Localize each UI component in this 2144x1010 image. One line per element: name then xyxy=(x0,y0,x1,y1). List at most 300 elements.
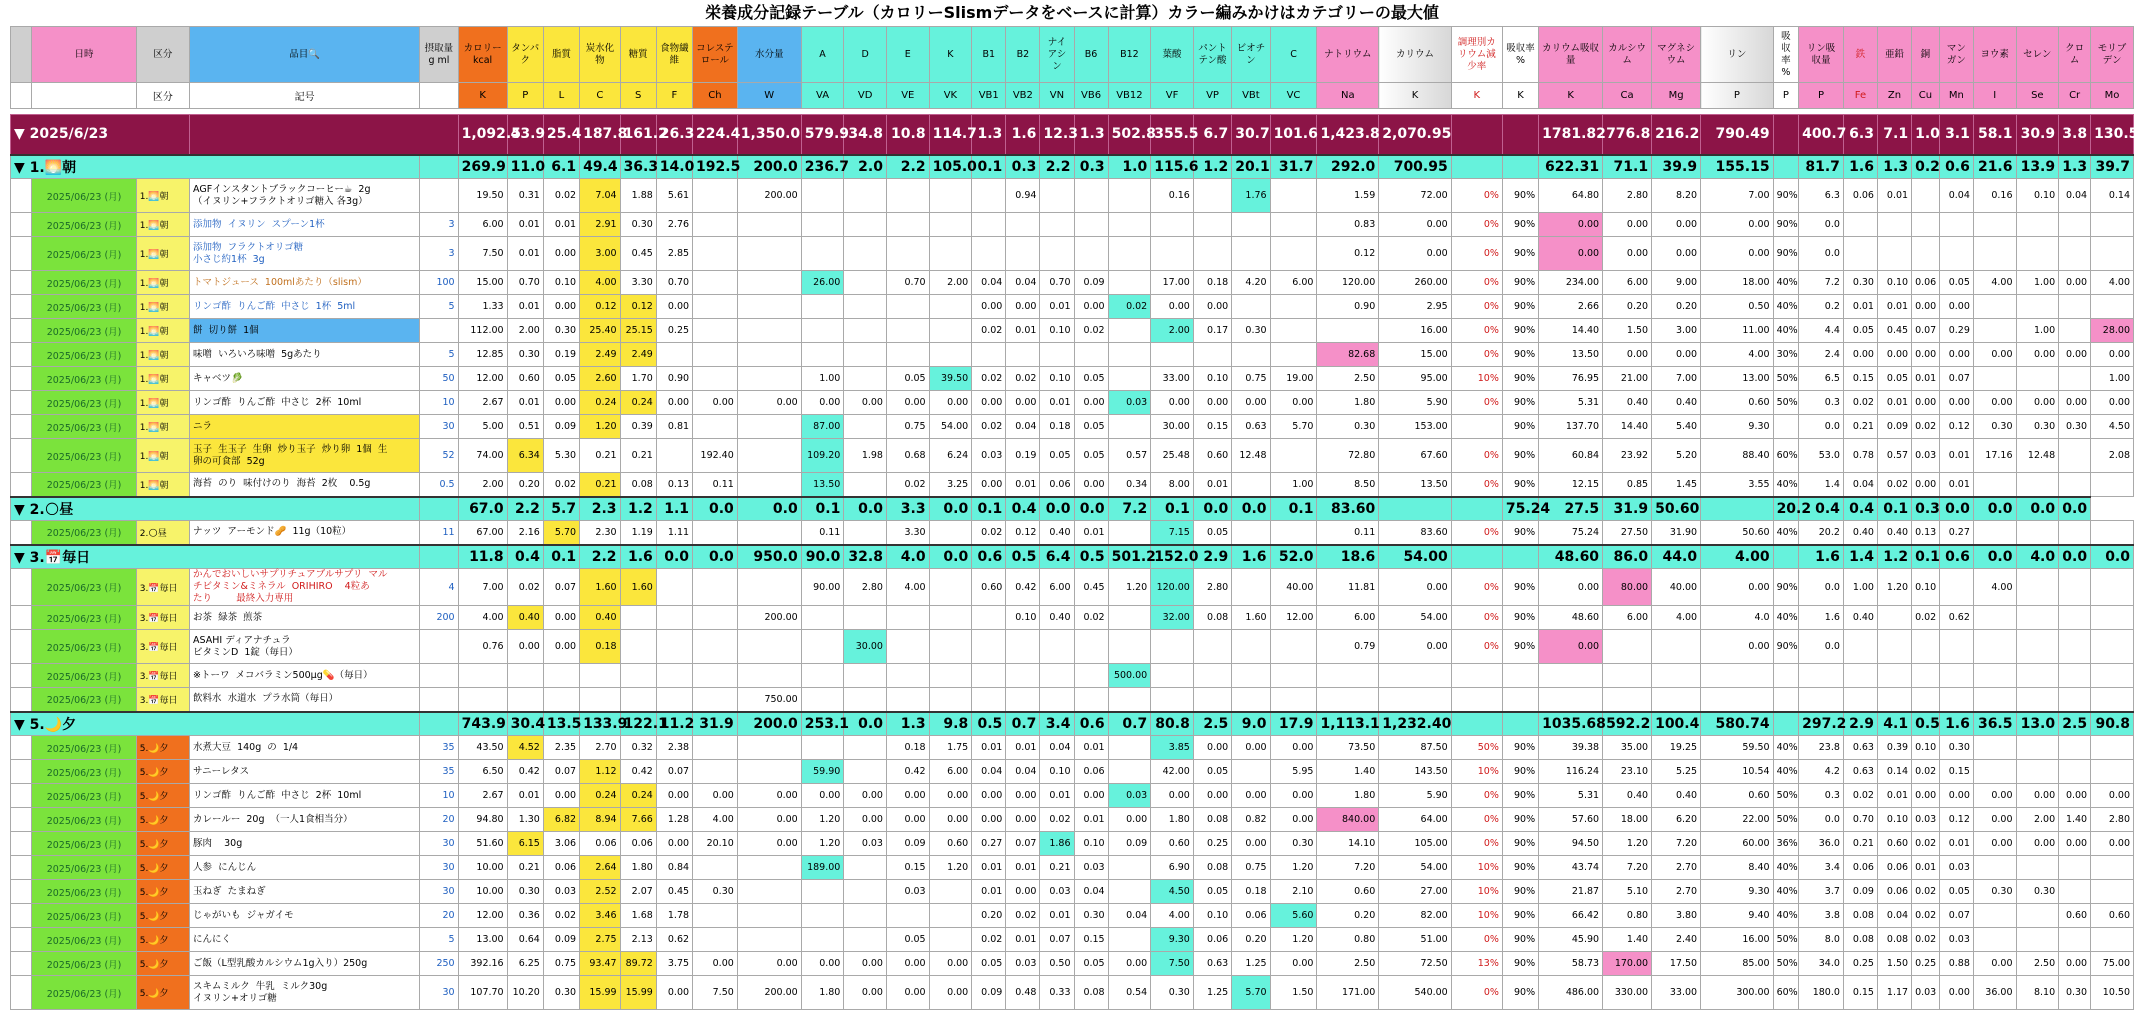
food-name[interactable]: リンゴ酢 りんご酢 中さじ 2杯 10ml xyxy=(190,391,420,415)
nutrient-cell: 0.09 xyxy=(1843,880,1877,904)
nutrient-cell: 0.60 xyxy=(929,832,972,856)
nutrient-cell: 0.14 xyxy=(1877,760,1911,784)
nutrient-cell xyxy=(1040,664,1074,688)
nutrient-cell: 0% xyxy=(1451,473,1502,497)
amount-cell[interactable]: 30 xyxy=(420,832,458,856)
food-name[interactable]: リンゴ酢 りんご酢 中さじ 1杯 5ml xyxy=(190,295,420,319)
food-row[interactable] xyxy=(11,439,2134,473)
category-cell[interactable]: 5.🌙夕 xyxy=(136,784,189,808)
amount-cell[interactable]: 50 xyxy=(420,367,458,391)
amount-cell[interactable]: 10 xyxy=(420,391,458,415)
nutrient-cell: 0.00 xyxy=(1193,391,1231,415)
food-name[interactable]: 豚肉 30g xyxy=(190,832,420,856)
date-cell[interactable]: 2025/06/23 (月) xyxy=(32,606,136,630)
nutrient-cell xyxy=(1193,630,1231,664)
category-cell[interactable]: 3.📅毎日 xyxy=(136,569,189,606)
header-code-cell: VE xyxy=(886,83,929,109)
nutrient-cell: 0.00 xyxy=(1074,784,1108,808)
nutrient-cell: 0.00 xyxy=(693,952,738,976)
amount-cell[interactable]: 4 xyxy=(420,569,458,606)
group-sum-value: 115.6 xyxy=(1151,155,1194,179)
category-cell[interactable]: 1.🌅朝 xyxy=(136,439,189,473)
amount-cell[interactable] xyxy=(420,179,458,213)
group-sum-value: 4.0 xyxy=(2016,545,2059,569)
nutrient-cell xyxy=(1232,630,1270,664)
date-cell[interactable]: 2025/06/23 (月) xyxy=(32,415,136,439)
header-code-cell: K xyxy=(458,83,507,109)
category-cell[interactable]: 3.📅毎日 xyxy=(136,630,189,664)
nutrient-cell: 0.03 xyxy=(1108,391,1151,415)
nutrient-cell: 0.01 xyxy=(1074,808,1108,832)
header-code-cell: Na xyxy=(1317,83,1379,109)
nutrient-cell: 0.20 xyxy=(1232,928,1270,952)
amount-cell[interactable] xyxy=(420,664,458,688)
amount-cell[interactable]: 3 xyxy=(420,237,458,271)
amount-cell[interactable]: 20 xyxy=(420,808,458,832)
amount-cell[interactable]: 20 xyxy=(420,904,458,928)
food-row[interactable] xyxy=(11,880,2134,904)
group-label[interactable]: ▼ 1.🌅朝 xyxy=(11,155,420,179)
nutrient-cell: 0.00 xyxy=(1270,736,1317,760)
nutrient-cell xyxy=(1108,367,1151,391)
amount-cell[interactable]: 200 xyxy=(420,606,458,630)
food-name[interactable]: キャベツ🥬 xyxy=(190,367,420,391)
nutrient-cell xyxy=(1451,415,1502,439)
group-sum-value: 1.4 xyxy=(1843,545,1877,569)
nutrient-cell: 0.02 xyxy=(1074,319,1108,343)
amount-cell[interactable]: 30 xyxy=(420,415,458,439)
nutrient-cell: 0.06 xyxy=(543,856,579,880)
nutrient-cell: 4.52 xyxy=(507,736,543,760)
date-cell[interactable]: 2025/06/23 (月) xyxy=(32,856,136,880)
nutrient-cell: 0.00 xyxy=(972,391,1006,415)
row-marker xyxy=(11,367,32,391)
food-name[interactable]: サニーレタス xyxy=(190,760,420,784)
amount-cell[interactable] xyxy=(420,319,458,343)
amount-cell[interactable]: 5 xyxy=(420,928,458,952)
nutrient-cell: 0.10 xyxy=(1912,569,1940,606)
nutrient-cell: 0.04 xyxy=(972,271,1006,295)
food-row[interactable] xyxy=(11,760,2134,784)
category-cell[interactable]: 1.🌅朝 xyxy=(136,213,189,237)
food-name[interactable]: 飲料水 水道水 プラ水筒（毎日） xyxy=(190,688,420,712)
nutrient-cell xyxy=(844,319,887,343)
nutrient-cell xyxy=(2091,688,2134,712)
amount-cell[interactable]: 30 xyxy=(420,856,458,880)
nutrient-cell: 0.06 xyxy=(1232,904,1270,928)
nutrient-cell xyxy=(801,606,844,630)
group-sum-value: 11.8 xyxy=(458,545,507,569)
date-cell[interactable]: 2025/06/23 (月) xyxy=(32,952,136,976)
nutrient-cell: 0.31 xyxy=(507,179,543,213)
nutrient-cell: 4.00 xyxy=(1151,904,1194,928)
date-cell[interactable]: 2025/06/23 (月) xyxy=(32,808,136,832)
food-name[interactable]: ナッツ アーモンド🥜 11g（10粒） xyxy=(190,521,420,545)
date-cell[interactable]: 2025/06/23 (月) xyxy=(32,760,136,784)
food-row[interactable] xyxy=(11,521,2134,545)
nutrient-cell: 0.45 xyxy=(1877,319,1911,343)
date-cell[interactable]: 2025/06/23 (月) xyxy=(32,688,136,712)
nutrient-cell: 60.84 xyxy=(1539,439,1603,473)
food-row[interactable] xyxy=(11,569,2134,606)
row-marker xyxy=(11,343,32,367)
date-cell[interactable]: 2025/06/23 (月) xyxy=(32,319,136,343)
food-name[interactable]: かんでおいしいサプリチュアブルサプリ マル チビタミン&ミネラル ORIHIRO 4粒あ たり 最終入力専用 xyxy=(190,569,420,606)
group-subtotal-row[interactable] xyxy=(11,497,2134,521)
group-subtotal-row[interactable] xyxy=(11,545,2134,569)
nutrient-cell: 0.02 xyxy=(972,521,1006,545)
food-name[interactable]: にんにく xyxy=(190,928,420,952)
date-cell[interactable]: 2025/06/23 (月) xyxy=(32,179,136,213)
date-cell[interactable]: 2025/06/23 (月) xyxy=(32,832,136,856)
nutrient-cell: 0.27 xyxy=(1939,521,1973,545)
nutrient-cell: 6.50 xyxy=(458,760,507,784)
header-cell: ナイアシン xyxy=(1040,27,1074,83)
amount-cell[interactable]: 100 xyxy=(420,271,458,295)
category-cell[interactable]: 3.📅毎日 xyxy=(136,606,189,630)
nutrient-cell: 0.60 xyxy=(2091,904,2134,928)
header-cell: マグネシウム xyxy=(1652,27,1701,83)
nutrient-cell: 180.0 xyxy=(1799,976,1844,1010)
food-name[interactable]: AGFインスタントブラックコーヒー☕ 2g （イヌリン+フラクトオリゴ糖入 各3g） xyxy=(190,179,420,213)
food-name[interactable]: 餅 切り餅 1個 xyxy=(190,319,420,343)
amount-cell[interactable]: 3 xyxy=(420,213,458,237)
category-cell[interactable]: 5.🌙夕 xyxy=(136,928,189,952)
nutrient-cell: 4.50 xyxy=(1151,880,1194,904)
total-value: 101.6 xyxy=(1270,115,1317,155)
nutrient-cell: 0.00 xyxy=(1701,630,1773,664)
amount-cell[interactable]: 35 xyxy=(420,736,458,760)
amount-cell[interactable]: 52 xyxy=(420,439,458,473)
category-cell[interactable]: 5.🌙夕 xyxy=(136,736,189,760)
nutrient-cell xyxy=(1912,664,1940,688)
food-name[interactable]: 添加物 イヌリン スプーン1杯 xyxy=(190,213,420,237)
nutrient-cell: 2.00 xyxy=(458,473,507,497)
food-row[interactable] xyxy=(11,391,2134,415)
food-row[interactable] xyxy=(11,664,2134,688)
category-cell[interactable]: 5.🌙夕 xyxy=(136,832,189,856)
date-cell[interactable]: 2025/06/23 (月) xyxy=(32,521,136,545)
nutrient-cell xyxy=(1108,880,1151,904)
date-cell[interactable]: 2025/06/23 (月) xyxy=(32,439,136,473)
nutrient-cell xyxy=(2059,521,2091,545)
food-name[interactable]: 味噌 いろいろ味噌 5gあたり xyxy=(190,343,420,367)
nutrient-cell: 85.00 xyxy=(1701,952,1773,976)
amount-cell[interactable]: 11 xyxy=(420,521,458,545)
nutrient-cell: 90% xyxy=(1773,569,1799,606)
food-name[interactable]: 海苔 のり 味付けのり 海苔 2枚 0.5g xyxy=(190,473,420,497)
date-cell[interactable]: 2025/06/23 (月) xyxy=(32,367,136,391)
nutrient-cell: 0.00 xyxy=(2091,391,2134,415)
amount-cell[interactable]: 5 xyxy=(420,343,458,367)
date-cell[interactable]: 2025/06/23 (月) xyxy=(32,928,136,952)
date-cell[interactable]: 2025/06/23 (月) xyxy=(32,295,136,319)
nutrient-cell: 7.50 xyxy=(1151,952,1194,976)
nutrient-cell: 0.02 xyxy=(1074,606,1108,630)
food-row[interactable] xyxy=(11,271,2134,295)
nutrient-cell xyxy=(1877,213,1911,237)
food-row[interactable] xyxy=(11,237,2134,271)
amount-cell[interactable]: 5 xyxy=(420,295,458,319)
nutrient-cell xyxy=(929,904,972,928)
nutrient-cell: 50% xyxy=(1773,808,1799,832)
amount-cell[interactable]: 30 xyxy=(420,976,458,1010)
category-cell[interactable]: 1.🌅朝 xyxy=(136,391,189,415)
category-cell[interactable]: 3.📅毎日 xyxy=(136,664,189,688)
category-cell[interactable]: 1.🌅朝 xyxy=(136,415,189,439)
nutrient-cell: 0.00 xyxy=(1232,832,1270,856)
nutrient-cell: 0.01 xyxy=(1006,928,1040,952)
nutrient-cell: 1.00 xyxy=(2016,319,2059,343)
category-cell[interactable]: 1.🌅朝 xyxy=(136,179,189,213)
header-code-cell xyxy=(11,83,32,109)
nutrient-cell: 0.00 xyxy=(656,976,692,1010)
nutrient-cell xyxy=(693,630,738,664)
nutrient-cell: 0% xyxy=(1451,439,1502,473)
date-cell[interactable]: 2025/06/23 (月) xyxy=(32,213,136,237)
date-cell[interactable]: 2025/06/23 (月) xyxy=(32,736,136,760)
nutrient-cell: 0.00 xyxy=(1603,237,1652,271)
category-cell[interactable]: 1.🌅朝 xyxy=(136,295,189,319)
food-name[interactable]: ご飯（L型乳酸カルシウム1g入り）250g xyxy=(190,952,420,976)
nutrient-cell: 43.74 xyxy=(1539,856,1603,880)
nutrient-cell: 5.90 xyxy=(1379,784,1451,808)
amount-cell[interactable]: 30 xyxy=(420,880,458,904)
food-row[interactable] xyxy=(11,606,2134,630)
category-cell[interactable]: 5.🌙夕 xyxy=(136,880,189,904)
nutrient-cell: 7.00 xyxy=(458,569,507,606)
nutrient-cell: 2.00 xyxy=(1151,319,1194,343)
nutrient-cell xyxy=(1108,343,1151,367)
nutrient-cell: 0.90 xyxy=(1317,295,1379,319)
nutrient-cell: 0.00 xyxy=(844,808,887,832)
category-cell[interactable]: 5.🌙夕 xyxy=(136,808,189,832)
date-cell[interactable]: 2025/06/23 (月) xyxy=(32,237,136,271)
nutrient-cell: 0.21 xyxy=(1040,856,1074,880)
nutrient-cell: 5.70 xyxy=(1232,976,1270,1010)
nutrient-cell: 0.40 xyxy=(1603,784,1652,808)
date-total-row[interactable] xyxy=(11,115,2134,155)
row-marker xyxy=(11,928,32,952)
nutrient-cell xyxy=(1232,521,1270,545)
food-name[interactable]: ※トーワ メコバラミン500μg💊（毎日） xyxy=(190,664,420,688)
nutrient-cell xyxy=(543,688,579,712)
nutrient-cell: 0.00 xyxy=(1232,736,1270,760)
group-sum-value: 0.6 xyxy=(1939,545,1973,569)
group-subtotal-row[interactable] xyxy=(11,155,2134,179)
food-row[interactable] xyxy=(11,343,2134,367)
nutrient-cell: 4.00 xyxy=(1973,569,2016,606)
nutrient-cell xyxy=(972,688,1006,712)
nutrient-cell: 7.00 xyxy=(1701,179,1773,213)
date-cell[interactable]: 2025/06/23 (月) xyxy=(32,343,136,367)
date-cell[interactable]: 2025/06/23 (月) xyxy=(32,630,136,664)
group-subtotal-row[interactable] xyxy=(11,712,2134,736)
food-row[interactable] xyxy=(11,630,2134,664)
nutrient-cell: 0.60 xyxy=(1151,832,1194,856)
nutrient-cell: 0.79 xyxy=(1317,630,1379,664)
amount-cell[interactable]: 10 xyxy=(420,784,458,808)
food-row[interactable] xyxy=(11,179,2134,213)
food-name[interactable]: お茶 緑茶 煎茶 xyxy=(190,606,420,630)
food-row[interactable] xyxy=(11,928,2134,952)
nutrient-cell: 0.00 xyxy=(2059,391,2091,415)
food-name[interactable]: トマトジュース 100mlあたり（slism） xyxy=(190,271,420,295)
food-row[interactable] xyxy=(11,856,2134,880)
amount-cell[interactable] xyxy=(420,688,458,712)
nutrient-cell: 13.00 xyxy=(458,928,507,952)
nutrient-cell xyxy=(693,295,738,319)
category-cell[interactable]: 1.🌅朝 xyxy=(136,343,189,367)
food-name[interactable]: 添加物 フラクトオリゴ糖 小さじ約1杯 3g xyxy=(190,237,420,271)
food-row[interactable] xyxy=(11,688,2134,712)
food-name[interactable]: じゃがいも ジャガイモ xyxy=(190,904,420,928)
header-code-cell: VA xyxy=(801,83,844,109)
group-sum-value: 20.1 xyxy=(1232,155,1270,179)
header-code-cell: P xyxy=(507,83,543,109)
nutrient-cell: 0.01 xyxy=(1843,295,1877,319)
date-cell[interactable]: 2025/06/23 (月) xyxy=(32,904,136,928)
date-cell[interactable]: 2025/06/23 (月) xyxy=(32,569,136,606)
group-sum-value: 0.1 xyxy=(543,545,579,569)
date-cell[interactable]: 2025/06/23 (月) xyxy=(32,473,136,497)
total-value: 1.0 xyxy=(1912,115,1940,155)
header-code-cell: Cr xyxy=(2059,83,2091,109)
nutrient-cell: 8.40 xyxy=(1701,856,1773,880)
category-cell[interactable]: 2.🌕昼 xyxy=(136,521,189,545)
food-row[interactable] xyxy=(11,904,2134,928)
category-cell[interactable]: 5.🌙夕 xyxy=(136,904,189,928)
date-cell[interactable]: 2025/06/23 (月) xyxy=(32,391,136,415)
header-code-cell: 区分 xyxy=(136,83,189,109)
nutrient-cell xyxy=(2059,736,2091,760)
nutrient-cell: 0.21 xyxy=(580,473,620,497)
food-row[interactable] xyxy=(11,213,2134,237)
category-cell[interactable]: 1.🌅朝 xyxy=(136,367,189,391)
nutrient-cell: 0.10 xyxy=(1006,606,1040,630)
nutrient-cell xyxy=(1270,343,1317,367)
amount-cell[interactable]: 35 xyxy=(420,760,458,784)
nutrient-cell xyxy=(1973,295,2016,319)
nutrient-cell: 0.60 xyxy=(1701,784,1773,808)
nutrient-cell xyxy=(2091,473,2134,497)
group-sum-value xyxy=(420,497,458,521)
group-label[interactable]: ▼ 3.📅毎日 xyxy=(11,545,420,569)
row-marker xyxy=(11,808,32,832)
nutrient-cell: 2.70 xyxy=(580,736,620,760)
nutrient-cell: 0.04 xyxy=(1074,880,1108,904)
date-cell[interactable]: 2025/06/23 (月) xyxy=(32,664,136,688)
nutrient-cell: 0.00 xyxy=(1006,295,1040,319)
food-row[interactable] xyxy=(11,832,2134,856)
nutrient-cell: 0.16 xyxy=(1151,179,1194,213)
nutrient-cell: 3.00 xyxy=(580,237,620,271)
nutrient-cell: 0.06 xyxy=(1843,179,1877,213)
header-cell: 品目🔍 xyxy=(190,27,420,83)
food-row[interactable] xyxy=(11,976,2134,1010)
nutrient-cell: 143.50 xyxy=(1379,760,1451,784)
date-cell[interactable]: 2025/06/23 (月) xyxy=(32,976,136,1010)
nutrient-cell xyxy=(972,213,1006,237)
category-cell[interactable]: 1.🌅朝 xyxy=(136,237,189,271)
group-sum-value: 200.0 xyxy=(737,155,801,179)
food-name[interactable]: 玉ねぎ たまねぎ xyxy=(190,880,420,904)
amount-cell[interactable]: 0.5 xyxy=(420,473,458,497)
date-cell[interactable]: 2025/06/23 (月) xyxy=(32,271,136,295)
group-label[interactable]: ▼ 5.🌙夕 xyxy=(11,712,420,736)
food-name[interactable]: ニラ xyxy=(190,415,420,439)
date-cell[interactable]: 2025/06/23 (月) xyxy=(32,784,136,808)
food-name[interactable]: スキムミルク 牛乳 ミルク30g イヌリン+オリゴ糖 xyxy=(190,976,420,1010)
nutrient-cell: 1.11 xyxy=(656,521,692,545)
food-name[interactable]: カレールー 20g （一人1食相当分） xyxy=(190,808,420,832)
row-marker xyxy=(11,237,32,271)
nutrient-cell xyxy=(801,664,844,688)
food-name[interactable]: 水煮大豆 140g の 1/4 xyxy=(190,736,420,760)
nutrient-cell: 23.92 xyxy=(1603,439,1652,473)
nutrient-cell: 5.60 xyxy=(1270,904,1317,928)
total-blank xyxy=(190,115,459,155)
nutrient-cell: 540.00 xyxy=(1379,976,1451,1010)
nutrient-cell xyxy=(1270,630,1317,664)
date-cell[interactable]: 2025/06/23 (月) xyxy=(32,880,136,904)
nutrient-cell: 0% xyxy=(1451,976,1502,1010)
food-row[interactable] xyxy=(11,952,2134,976)
nutrient-cell: 30% xyxy=(1773,343,1799,367)
food-row[interactable] xyxy=(11,367,2134,391)
header-code-cell: VD xyxy=(844,83,887,109)
food-name[interactable]: ASAHI ディアナチュラ ビタミンD 1錠（毎日） xyxy=(190,630,420,664)
category-cell[interactable]: 5.🌙夕 xyxy=(136,856,189,880)
nutrient-cell: 0.02 xyxy=(1040,808,1074,832)
food-row[interactable] xyxy=(11,295,2134,319)
amount-cell[interactable]: 250 xyxy=(420,952,458,976)
food-row[interactable] xyxy=(11,415,2134,439)
category-cell[interactable]: 3.📅毎日 xyxy=(136,688,189,712)
food-row[interactable] xyxy=(11,784,2134,808)
food-row[interactable] xyxy=(11,808,2134,832)
nutrient-cell: 0.00 xyxy=(1193,784,1231,808)
row-marker xyxy=(11,952,32,976)
food-name[interactable]: リンゴ酢 りんご酢 中さじ 2杯 10ml xyxy=(190,784,420,808)
nutrient-cell: 1.70 xyxy=(620,367,656,391)
food-name[interactable]: 玉子 生玉子 生卵 炒り玉子 炒り卵 1個 生 卵の可食部 52g xyxy=(190,439,420,473)
nutrient-cell xyxy=(656,630,692,664)
amount-cell[interactable] xyxy=(420,630,458,664)
food-name[interactable]: 人参 にんじん xyxy=(190,856,420,880)
nutrient-cell: 0.03 xyxy=(1006,952,1040,976)
nutrient-cell: 0.10 xyxy=(1074,832,1108,856)
category-cell[interactable]: 1.🌅朝 xyxy=(136,473,189,497)
nutrient-cell xyxy=(2091,736,2134,760)
nutrient-cell: 0.00 xyxy=(1939,784,1973,808)
food-row[interactable] xyxy=(11,736,2134,760)
food-row[interactable] xyxy=(11,473,2134,497)
nutrient-cell xyxy=(2059,928,2091,952)
food-row[interactable] xyxy=(11,319,2134,343)
nutrient-cell: 0.39 xyxy=(620,415,656,439)
category-cell[interactable]: 5.🌙夕 xyxy=(136,952,189,976)
category-cell[interactable]: 5.🌙夕 xyxy=(136,976,189,1010)
total-label[interactable]: ▼ 2025/6/23 xyxy=(11,115,190,155)
category-cell[interactable]: 5.🌙夕 xyxy=(136,760,189,784)
nutrient-cell: 0.09 xyxy=(1108,832,1151,856)
nutrient-cell: 0% xyxy=(1451,271,1502,295)
category-cell[interactable]: 1.🌅朝 xyxy=(136,319,189,343)
group-label[interactable]: ▼ 2.🌕昼 xyxy=(11,497,420,521)
category-cell[interactable]: 1.🌅朝 xyxy=(136,271,189,295)
nutrient-cell: 4.00 xyxy=(580,271,620,295)
